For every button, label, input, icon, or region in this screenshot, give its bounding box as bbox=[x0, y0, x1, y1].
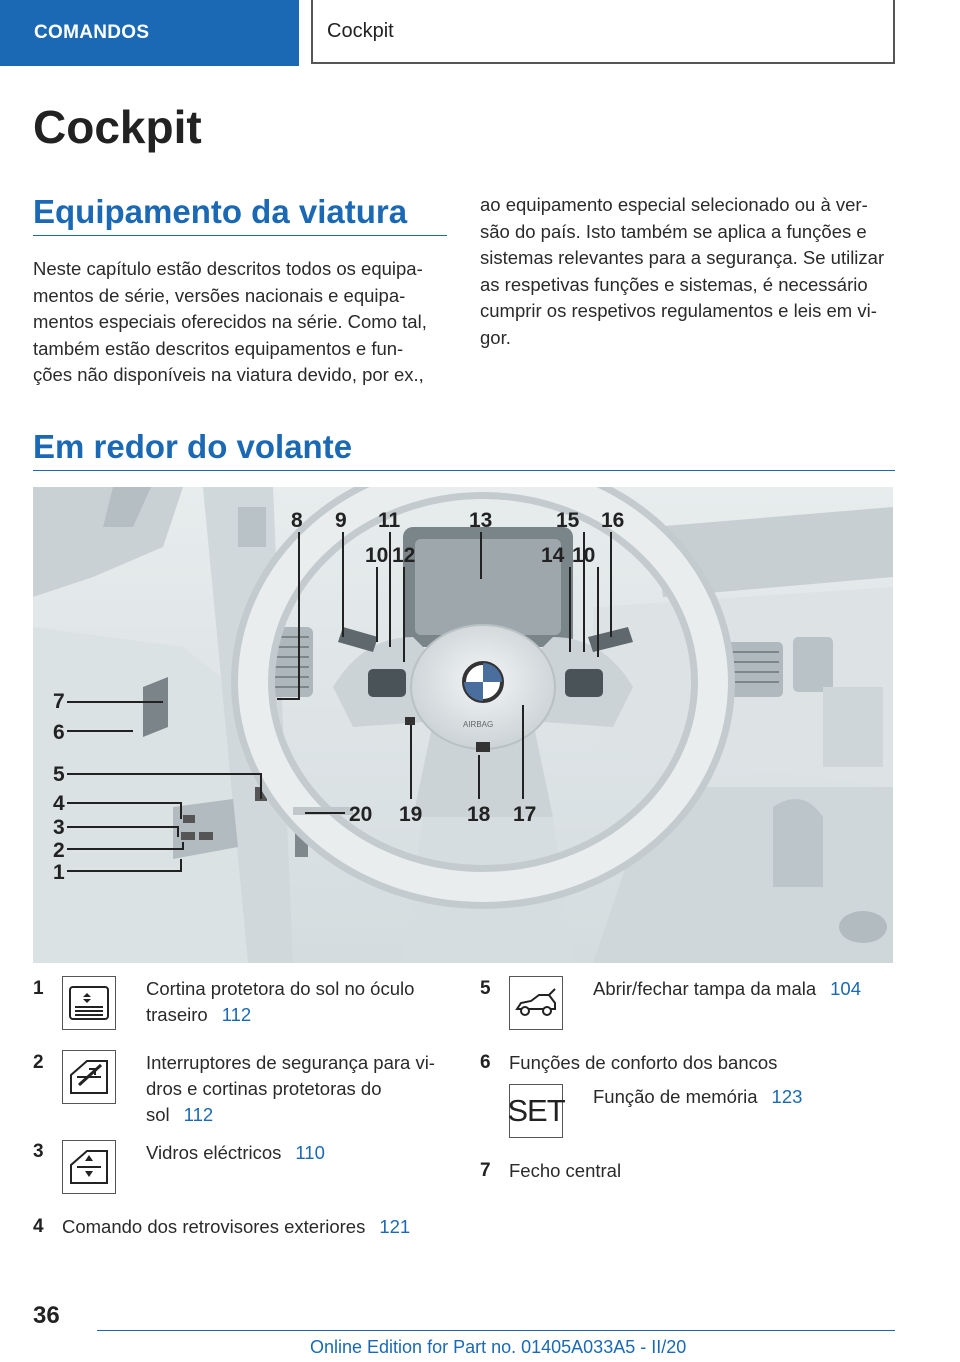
text-line: as respetivas funções e sistemas, é necessário bbox=[480, 273, 868, 295]
text-line: sistemas relevantes para a segurança. Se utilizar bbox=[480, 247, 885, 268]
footer-rule bbox=[97, 1330, 895, 1331]
callout-5: 5 bbox=[53, 763, 65, 786]
rear-sunblind-icon bbox=[62, 976, 116, 1030]
page-reference-link[interactable]: 123 bbox=[771, 1086, 803, 1107]
page-title: Cockpit bbox=[33, 101, 202, 153]
callout-13: 13 bbox=[469, 509, 493, 532]
text-line: gor. bbox=[480, 326, 511, 348]
callout-8: 8 bbox=[291, 509, 303, 532]
text-line: Comando dos retrovisores exteriores bbox=[62, 1216, 366, 1237]
section-rule bbox=[33, 470, 895, 471]
cockpit-drawing bbox=[33, 487, 893, 963]
page-reference-link[interactable]: 121 bbox=[379, 1216, 411, 1237]
text-line: traseiro bbox=[146, 1004, 208, 1025]
header-topic-label: Cockpit bbox=[327, 19, 394, 42]
item-number: 6 bbox=[480, 1052, 491, 1073]
item-number: 1 bbox=[33, 978, 44, 999]
callout-19: 19 bbox=[399, 803, 423, 826]
item-text bbox=[509, 1158, 621, 1184]
header-section-tab bbox=[0, 0, 299, 66]
trunk-lid-icon bbox=[509, 976, 563, 1030]
item-text bbox=[509, 1050, 777, 1076]
header-section-label: COMANDOS bbox=[34, 22, 150, 43]
item-number: 7 bbox=[480, 1160, 491, 1181]
callout-18: 18 bbox=[467, 803, 491, 826]
item-number: 4 bbox=[33, 1216, 44, 1237]
item-text bbox=[593, 976, 861, 1002]
memory-set-icon bbox=[509, 1084, 563, 1138]
item-number: 2 bbox=[33, 1052, 44, 1073]
callout-14: 14 bbox=[541, 544, 565, 567]
text-line: ções não disponíveis na viatura devido, por ex., bbox=[33, 364, 424, 385]
item-text bbox=[62, 1214, 410, 1240]
item-text bbox=[146, 976, 414, 1028]
text-line: também estão descritos equipamentos e fun‐ bbox=[33, 337, 404, 359]
cockpit-illustration bbox=[33, 487, 893, 963]
callout-17: 17 bbox=[513, 803, 537, 826]
text-line: Cortina protetora do sol no óculo bbox=[146, 978, 415, 999]
page-number: 36 bbox=[33, 1302, 60, 1329]
callout-20: 20 bbox=[349, 803, 373, 826]
item-text bbox=[146, 1140, 325, 1166]
section-rule bbox=[33, 235, 447, 236]
callout-3: 3 bbox=[53, 816, 65, 839]
callout-15: 15 bbox=[556, 509, 580, 532]
callout-7: 7 bbox=[53, 690, 65, 713]
callout-1: 1 bbox=[53, 861, 65, 884]
text-line: são do país. Isto também se aplica a funções e bbox=[480, 220, 867, 242]
text-line: ao equipamento especial selecionado ou à ver‐ bbox=[480, 194, 868, 215]
page-reference-link[interactable]: 110 bbox=[295, 1142, 325, 1163]
item-subtext bbox=[593, 1084, 802, 1110]
text-line: mentos especiais oferecidos na série. Como tal, bbox=[33, 311, 427, 332]
power-window-icon bbox=[62, 1140, 116, 1194]
text-line: Função de memória bbox=[593, 1086, 758, 1107]
window-safety-switch-icon bbox=[62, 1050, 116, 1104]
item-number: 3 bbox=[33, 1141, 44, 1162]
page-reference-link[interactable]: 112 bbox=[221, 1004, 252, 1025]
text-line: mentos de série, versões nacionais e equipa‐ bbox=[33, 284, 406, 306]
set-icon-label: SET bbox=[507, 1093, 565, 1128]
text-line: dros e cortinas protetoras do bbox=[146, 1078, 382, 1099]
text-line: Neste capítulo estão descritos todos os equipa‐ bbox=[33, 258, 423, 279]
callout-9: 9 bbox=[335, 509, 347, 532]
callout-4: 4 bbox=[53, 792, 65, 815]
callout-12: 12 bbox=[392, 544, 416, 567]
callout-2: 2 bbox=[53, 839, 65, 862]
text-line: sol bbox=[146, 1104, 170, 1125]
text-line: Vidros eléctricos bbox=[146, 1142, 282, 1163]
header-topic bbox=[311, 0, 895, 64]
text-line: Interruptores de segurança para vi‐ bbox=[146, 1052, 435, 1073]
page-reference-link[interactable]: 104 bbox=[830, 978, 862, 999]
text-line: Fecho central bbox=[509, 1160, 622, 1181]
callout-10-right: 10 bbox=[572, 544, 596, 567]
section-heading-equipment: Equipamento da viatura bbox=[33, 193, 408, 230]
text-line: Funções de conforto dos bancos bbox=[509, 1052, 778, 1073]
callout-11: 11 bbox=[378, 509, 401, 532]
airbag-label: AIRBAG bbox=[463, 720, 494, 729]
callout-16: 16 bbox=[601, 509, 625, 532]
intro-paragraph-col1 bbox=[33, 256, 427, 389]
page-reference-link[interactable]: 112 bbox=[183, 1104, 214, 1125]
section-heading-steering: Em redor do volante bbox=[33, 428, 353, 465]
callout-10-left: 10 bbox=[365, 544, 389, 567]
item-number: 5 bbox=[480, 978, 491, 999]
item-text bbox=[146, 1050, 435, 1128]
footer-edition-text: Online Edition for Part no. 01405A033A5 - II/20 bbox=[310, 1337, 687, 1357]
callout-6: 6 bbox=[53, 721, 65, 744]
text-line: Abrir/fechar tampa da mala bbox=[593, 978, 817, 999]
intro-paragraph-col2 bbox=[480, 192, 884, 351]
text-line: cumprir os respetivos regulamentos e leis em vi‐ bbox=[480, 300, 877, 321]
